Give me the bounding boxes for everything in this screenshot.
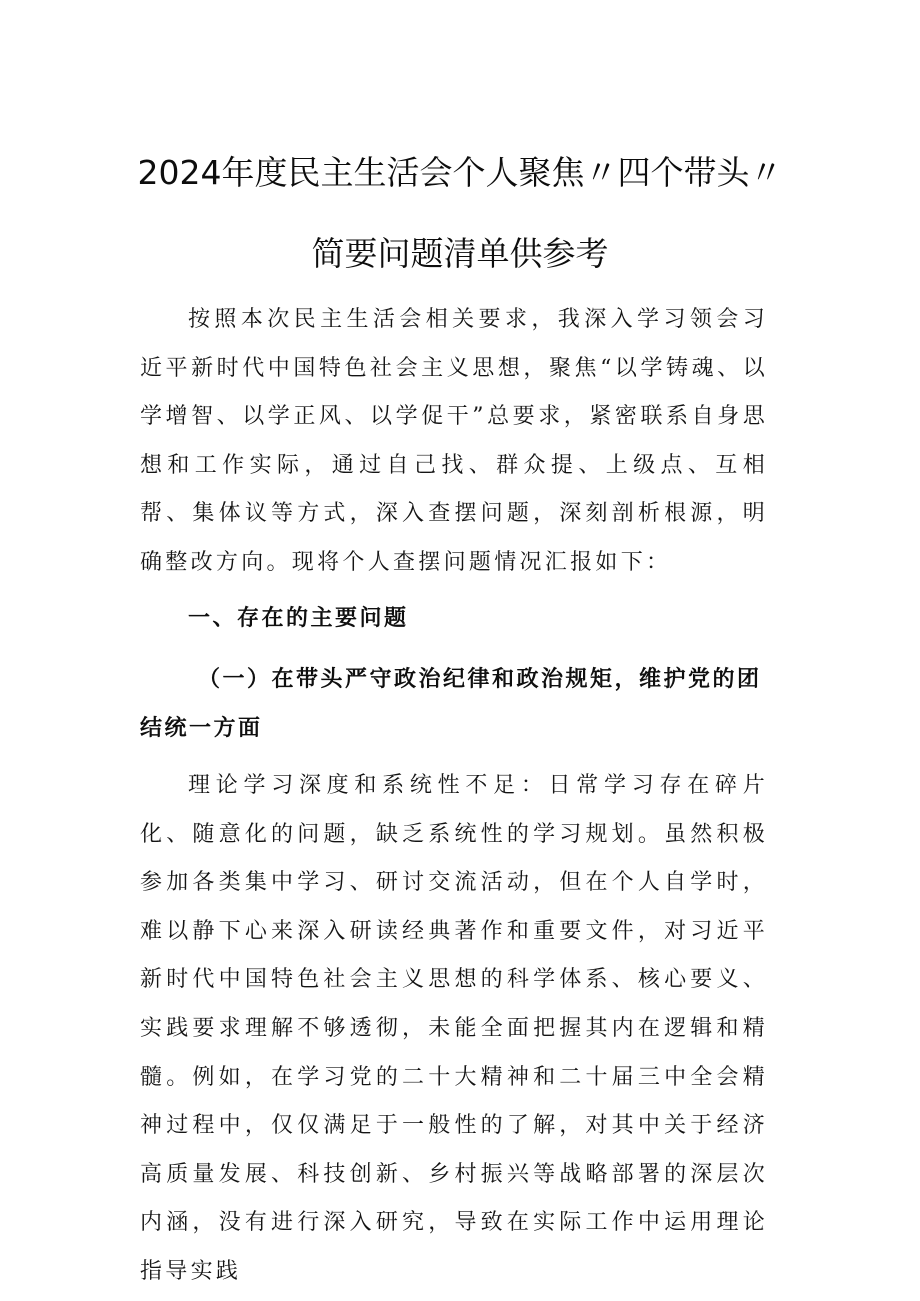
document-title-line-1: 2024年度民主生活会个人聚焦〃四个带头〃 (137, 153, 783, 192)
subsection-heading: （一）在带头严守政治纪律和政治规矩，维护党的团结统一方面 (140, 666, 762, 741)
body-paragraph: 理论学习深度和系统性不足：日常学习存在碎片化、随意化的问题，缺乏系统性的学习规划。虽然积极参加各类集中学习、研讨交流活动，但在个人自学时，难以静下心来深入研读经典著作和重要文件，对习近平新时代中国特色社会主义思想的科学体系、核心要义、实践要求理解不够透彻，未能全面把握其内在逻辑和精髓。例如，在学习党的二十大精神和二十届三中全会精神过程中，仅仅满足于一般性的了解，对其中关于经济高质量发展、科技创新、乡村振兴等战略部署的深层次内涵，没有进行深入研究，导致在实际工作中运用理论指导实践 (140, 773, 768, 1284)
intro-paragraph: 按照本次民主生活会相关要求，我深入学习领会习近平新时代中国特色社会主义思想，聚焦“以学铸魂、以学增智、以学正风、以学促干”总要求，紧密联系自身思想和工作实际，通过自己找、群众提、上级点、互相帮、集体议等方式，深入查摆问题，深刻剖析根源，明确整改方向。现将个人查摆问题情况汇报如下： (140, 307, 768, 575)
section-heading: 一、存在的主要问题 (188, 605, 409, 631)
document-title-line-2: 简要问题清单供参考 (311, 234, 609, 273)
